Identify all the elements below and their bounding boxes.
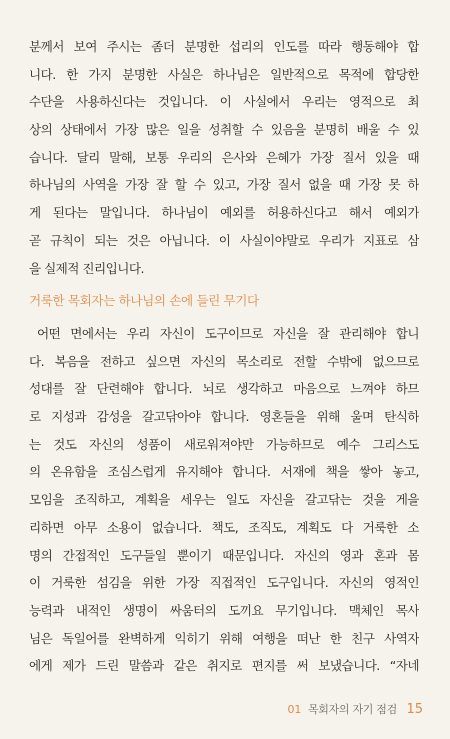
text-line: 분께서 보여 주시는 좀더 분명한 섭리의 인도를 따라 행동해야 합 bbox=[29, 39, 419, 54]
text-line: 이 거룩한 섬김을 위한 가장 직접적인 도구입니다. 자신의 영적인 bbox=[29, 575, 419, 591]
text-line: 리하면 아무 소용이 없습니다. 책도, 조직도, 계획도 다 거룩한 소 bbox=[29, 519, 419, 535]
text-line: 명의 간접적인 도구들일 뿐이기 때문입니다. 자신의 영과 혼과 몸 bbox=[29, 547, 419, 563]
text-line: 곧 규칙이 되는 것은 아닙니다. 이 사실이야말로 우리가 지표로 삼 bbox=[29, 232, 419, 248]
text-line: 에게 제가 드린 말씀과 같은 취지로 편지를 써 보냈습니다. “자네 bbox=[29, 658, 419, 674]
text-line: 수단을 사용하신다는 것입니다. 이 사실에서 우리는 영적으로 최 bbox=[29, 94, 419, 110]
running-title: 목회자의 자기 점검 bbox=[307, 703, 397, 716]
text-line: 습니다. 달리 말해, 보통 우리의 은사와 은혜가 가장 질서 있을 때 bbox=[29, 149, 419, 165]
text-line: 모임을 조직하고, 계획을 세우는 일도 자신을 갈고닦는 것을 게을 bbox=[29, 492, 419, 508]
text-line: 상의 상태에서 가장 많은 일을 성취할 수 있음을 분명히 배울 수 있 bbox=[29, 122, 419, 138]
body-paragraph-1 bbox=[29, 33, 419, 282]
text-line: 다. 복음을 전하고 싶으면 자신의 목소리로 전할 수밖에 없으므로 bbox=[29, 353, 419, 369]
page-number: 15 bbox=[406, 702, 423, 717]
text-line: 로 지성과 감성을 갈고닦아야 합니다. 영혼들을 위해 울며 탄식하 bbox=[29, 409, 419, 425]
text-line: 게 된다는 말입니다. 하나님이 예외를 허용하신다고 해서 예외가 bbox=[29, 205, 419, 221]
text-line: 하나님의 사역을 가장 잘 할 수 있고, 가장 질서 없을 때 가장 못 하 bbox=[29, 177, 419, 193]
page-footer bbox=[287, 701, 423, 719]
text-line: 을 실제적 진리입니다. bbox=[29, 260, 144, 276]
text-line: 의 온유함을 조심스럽게 유지해야 합니다. 서재에 책을 쌓아 놓고, bbox=[29, 464, 419, 480]
chapter-number: 01 bbox=[287, 703, 302, 716]
text-line: 능력과 내적인 생명이 싸움터의 도끼요 무기입니다. 맥체인 목사 bbox=[29, 602, 419, 618]
text-line: 성대를 잘 단련해야 합니다. 뇌로 생각하고 마음으로 느껴야 하므 bbox=[29, 381, 419, 397]
text-line: 님은 독일어를 완벽하게 익히기 위해 여행을 떠난 한 친구 사역자 bbox=[29, 630, 419, 646]
body-paragraph-2 bbox=[29, 320, 419, 680]
text-line: 는 것도 자신의 성품이 새로워져야만 가능하므로 예수 그리스도 bbox=[29, 436, 419, 452]
section-heading: 거룩한 목회자는 하나님의 손에 들린 무기다 bbox=[29, 293, 259, 308]
text-line: 어떤 면에서는 우리 자신이 도구이므로 자신을 잘 관리해야 합니 bbox=[37, 326, 419, 341]
text-line: 니다. 한 가지 분명한 사실은 하나님은 일반적으로 목적에 합당한 bbox=[29, 66, 419, 82]
